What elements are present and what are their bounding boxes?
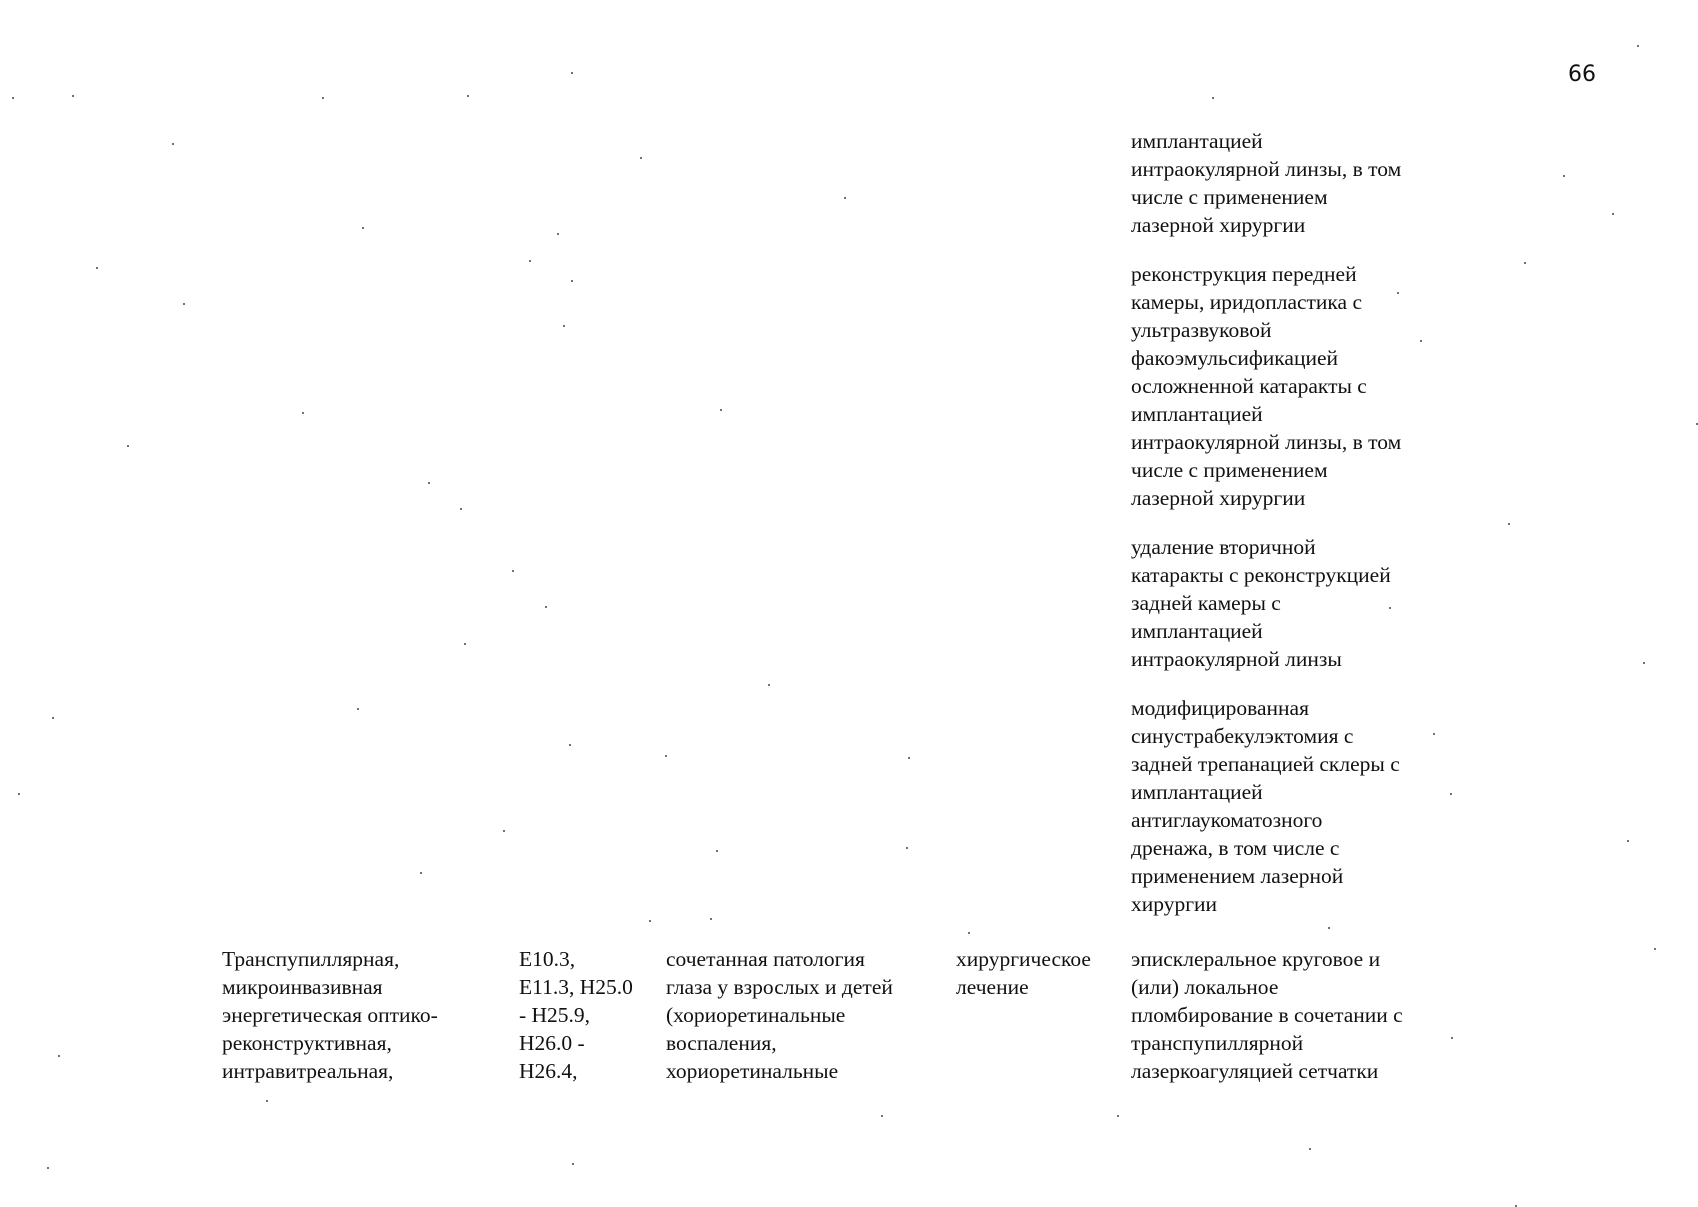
icd-codes-cell: E10.3, E11.3, H25.0 - H25.9, H26.0 - H26.4,: [519, 947, 633, 1083]
method-item: имплантацией интраокулярной линзы, в том числе с применением лазерной хирургии: [1131, 129, 1402, 237]
patient-model-cell: сочетанная патология глаза у взрослых и детей (хориоретинальные воспаления, хориоретинальные: [666, 947, 893, 1083]
continued-methods-column: [1131, 127, 1471, 939]
treatment-type-cell: хирургическое лечение: [956, 947, 1091, 999]
procedure-name-cell: Транспупиллярная, микроинвазивная энергетическая оптико- реконструктивная, интравитреальная,: [222, 947, 438, 1083]
method-item: модифицированная синустрабекулэктомия с задней трепанацией склеры с имплантацией антиглаукоматозного дренажа, в том числе с применением лазерной хирургии: [1131, 696, 1400, 916]
page-number: 66: [1568, 62, 1596, 87]
method-item: удаление вторичной катаракты с реконструкцией задней камеры с имплантацией интраокулярной линзы: [1131, 535, 1391, 671]
method-item: реконструкция передней камеры, иридопластика с ультразвуковой факоэмульсификацией осложненной катаракты с имплантацией интраокулярной линзы, в том числе с применением лазерной хирургии: [1131, 262, 1402, 510]
treatment-method-cell: эписклеральное круговое и (или) локальное пломбирование в сочетании с транспупиллярной лазеркоагуляцией сетчатки: [1131, 947, 1403, 1083]
